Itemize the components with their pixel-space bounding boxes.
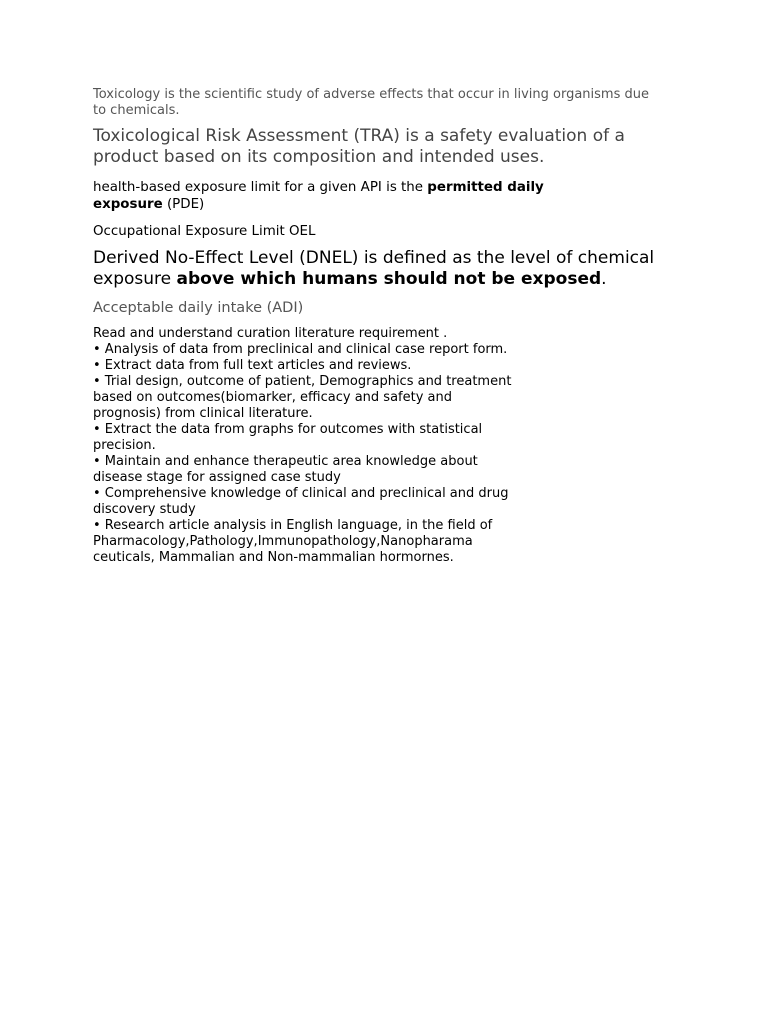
dnel-bold-phrase: above which humans should not be exposed (176, 269, 602, 289)
responsibilities-list (93, 326, 523, 566)
toxicology-definition: Toxicology is the scientific study of adverse effects that occur in living organisms due to chemicals. (93, 87, 649, 118)
adi-line: Acceptable daily intake (ADI) (93, 300, 304, 316)
list-item: • Maintain and enhance therapeutic area knowledge about disease stage for assigned case study (93, 454, 478, 485)
pde-text-suffix: (PDE) (162, 197, 205, 212)
dnel-text-prefix: Derived No-Effect Level (DNEL) is defined as the level of chemical exposure (93, 248, 655, 289)
tra-definition: Toxicological Risk Assessment (TRA) is a safety evaluation of a product based on its composition and intended uses. (93, 126, 625, 167)
list-item: Read and understand curation literature requirement . (93, 326, 448, 341)
list-item: • Extract data from full text articles and reviews. (93, 358, 412, 373)
pde-bold-term: permitted daily exposure (93, 180, 544, 212)
pde-text-prefix: health-based exposure limit for a given API is the (93, 180, 428, 195)
oel-line: Occupational Exposure Limit OEL (93, 224, 316, 239)
dnel-text-suffix: . (601, 269, 607, 289)
list-item: • Trial design, outcome of patient, Demographics and treatment based on outcomes(biomarker, efficacy and safety and prognosis) from clinical literature. (93, 374, 512, 421)
list-item: • Analysis of data from preclinical and clinical case report form. (93, 342, 508, 357)
pde-definition (93, 179, 593, 213)
dnel-definition (93, 248, 683, 290)
list-item: • Comprehensive knowledge of clinical and preclinical and drug discovery study (93, 486, 509, 517)
list-item: • Research article analysis in English language, in the field of Pharmacology,Pathology,Immunopathology,Nanopharama ceuticals, Mammalian and Non-mammalian hormornes. (93, 518, 493, 565)
list-item: • Extract the data from graphs for outcomes with statistical precision. (93, 422, 483, 453)
